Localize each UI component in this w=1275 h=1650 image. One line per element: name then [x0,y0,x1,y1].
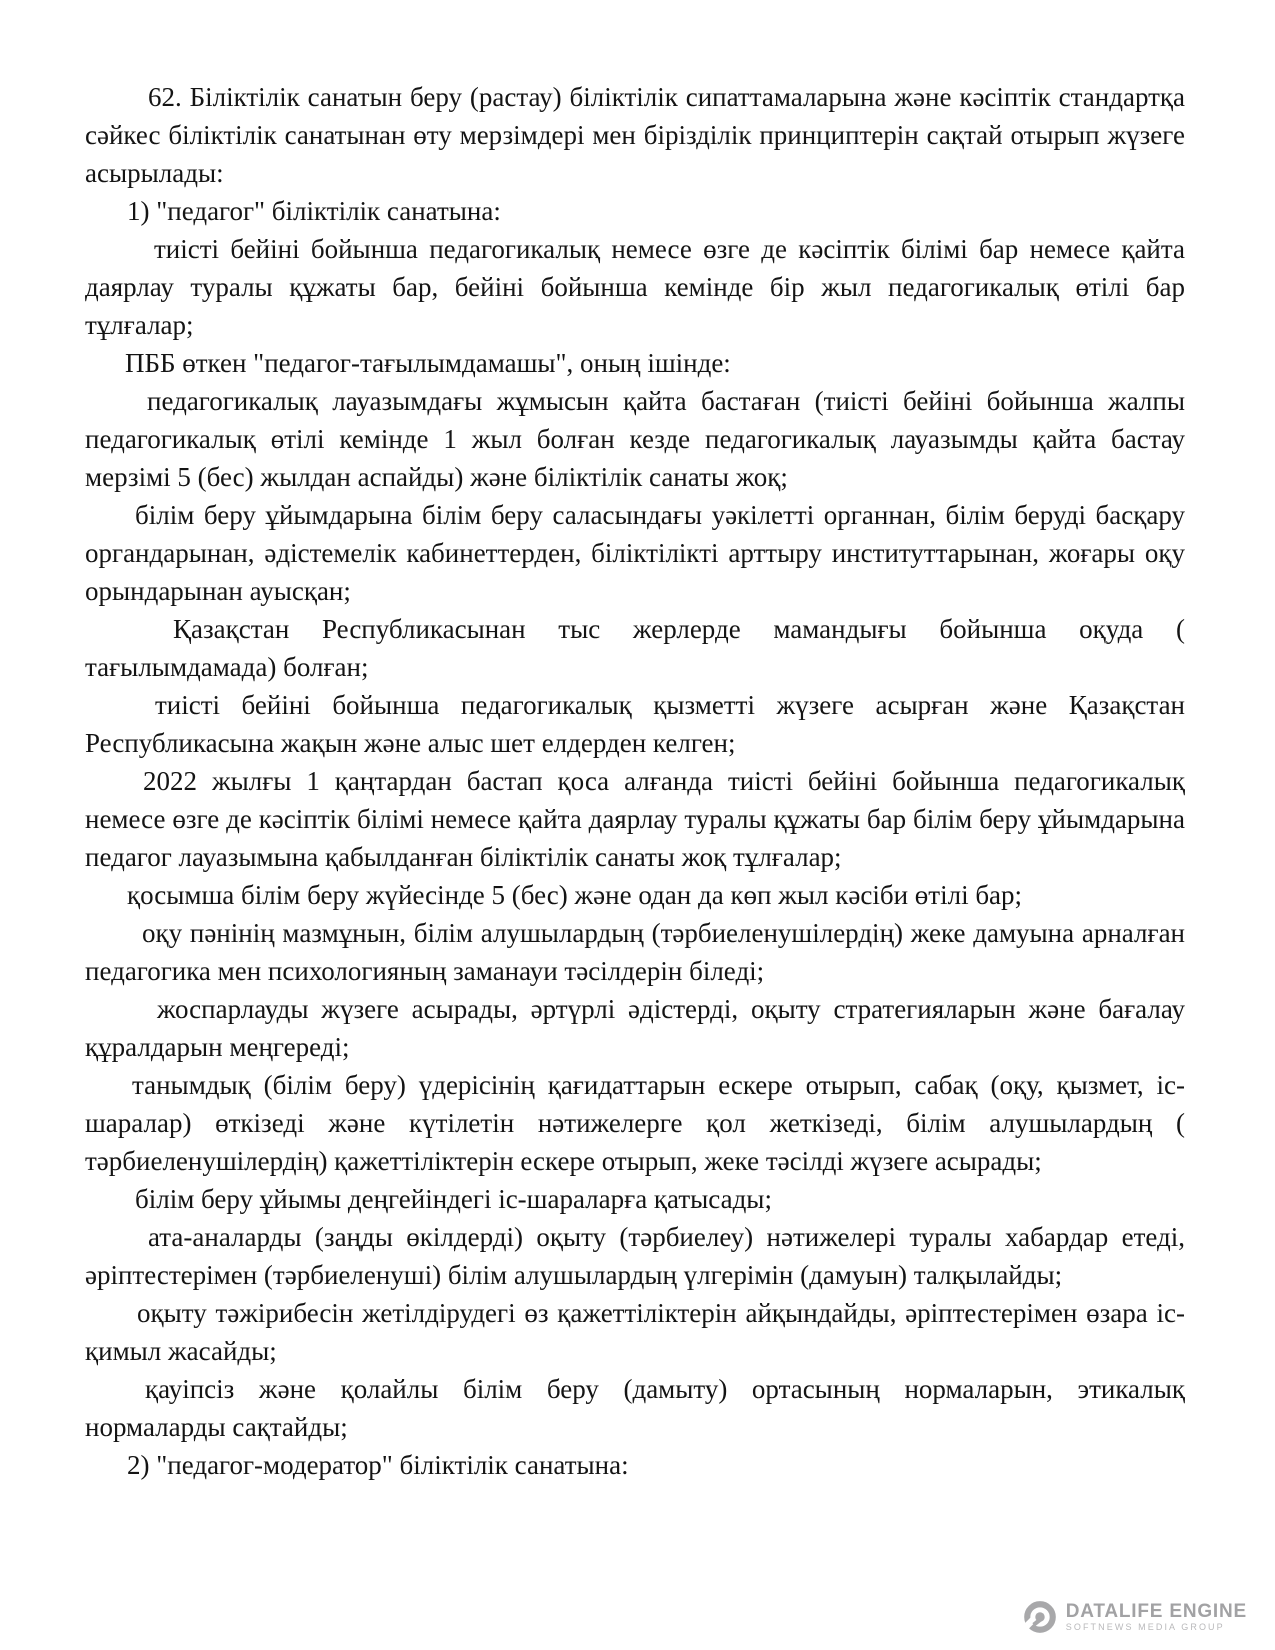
paragraph: тиісті бейіні бойынша педагогикалық немесе өзге де кәсіптік білімі бар немесе қайта даярлау туралы құжаты бар, бейіні бойынша кемінде бір жыл педагогикалық өтілі бар тұлғалар; [85,234,1185,340]
paragraph: 2022 жылғы 1 қаңтардан бастап қоса алғанда тиісті бейіні бойынша педагогикалық немесе өзге де кәсіптік білімі немесе қайта даярлау туралы құжаты бар білім беру ұйымдарына педагог лауазымына қабылданған біліктілік санаты жоқ тұлғалар; [85,766,1185,872]
datalife-engine-watermark [1023,1600,1247,1634]
paragraph: оқу пәнінің мазмұнын, білім алушылардың (тәрбиеленушілердің) жеке дамуына арналған педагогика мен психологияның заманауи тәсілдерін біледі; [85,918,1185,986]
paragraph: ата-аналарды (заңды өкілдерді) оқыту (тәрбиелеу) нәтижелері туралы хабардар етеді, әріптестерімен (тәрбиеленуші) білім алушылардың үлгерімін (дамуын) талқылайды; [85,1222,1185,1290]
paragraph: білім беру ұйымы деңгейіндегі іс-шараларға қатысады; [135,1184,772,1214]
paragraph: білім беру ұйымдарына білім беру саласындағы уәкілетті органнан, білім беруді басқару органдарынан, әдістемелік кабинеттерден, біліктілікті арттыру институттарынан, жоғары оқу орындарынан ауысқан; [85,500,1185,606]
clause-62-intro: 62. Біліктілік санатын беру (растау) біліктілік сипаттамаларына және кәсіптік стандартқа сәйкес біліктілік санатынан өту мерзімдері мен бірізділік принциптерін сақтай отырып жүзеге асырылады: [85,82,1185,188]
watermark-text [1066,1602,1247,1633]
paragraph: оқыту тәжірибесін жетілдірудегі өз қажеттіліктерін айқындайды, әріптестерімен өзара іс-қимыл жасайды; [85,1298,1185,1366]
paragraph: танымдық (білім беру) үдерісінің қағидаттарын ескере отырып, сабақ (оқу, қызмет, іс-шаралар) өткізеді және күтілетін нәтижелерге қол жеткізеді, білім алушылардың ( тәрбиеленушілердің) қажеттіліктерін ескере отырып, жеке тәсілді жүзеге асырады; [85,1070,1185,1176]
item-2-moderator-category: 2) "педагог-модератор" біліктілік санатына: [127,1450,629,1480]
paragraph: қауіпсіз және қолайлы білім беру (дамыту) ортасының нормаларын, этикалық нормаларды сақтайды; [85,1374,1185,1442]
paragraph: қосымша білім беру жүйесінде 5 (бес) және одан да көп жыл кәсіби өтілі бар; [127,880,1023,910]
watermark-brand-label: DATALIFE ENGINE [1065,1600,1247,1622]
paragraph: педагогикалық лауазымдағы жұмысын қайта бастаған (тиісті бейіні бойынша жалпы педагогикалық өтілі кемінде 1 жыл болған кезде педагогикалық лауазымды қайта бастау мерзімі 5 (бес) жылдан аспайды) және біліктілік санаты жоқ; [85,386,1185,492]
paragraph: Қазақстан Республикасынан тыс жерлерде мамандығы бойынша оқуда ( тағылымдамада) болған; [85,614,1185,682]
watermark-subtitle-label: SOFTNEWS MEDIA GROUP [1065,1621,1225,1632]
datalife-engine-logo-icon [1023,1600,1057,1634]
paragraph: жоспарлауды жүзеге асырады, әртүрлі әдістерді, оқыту стратегияларын және бағалау құралдарын меңгереді; [85,994,1185,1062]
item-1-pedagog-category: 1) "педагог" біліктілік санатына: [127,196,501,226]
paragraph: ПББ өткен "педагог-тағылымдамашы", оның ішінде: [125,348,731,378]
paragraph: тиісті бейіні бойынша педагогикалық қызметті жүзеге асырған және Қазақстан Республикасына жақын және алыс шет елдерден келген; [85,690,1185,758]
document-text-block [85,78,1185,1484]
